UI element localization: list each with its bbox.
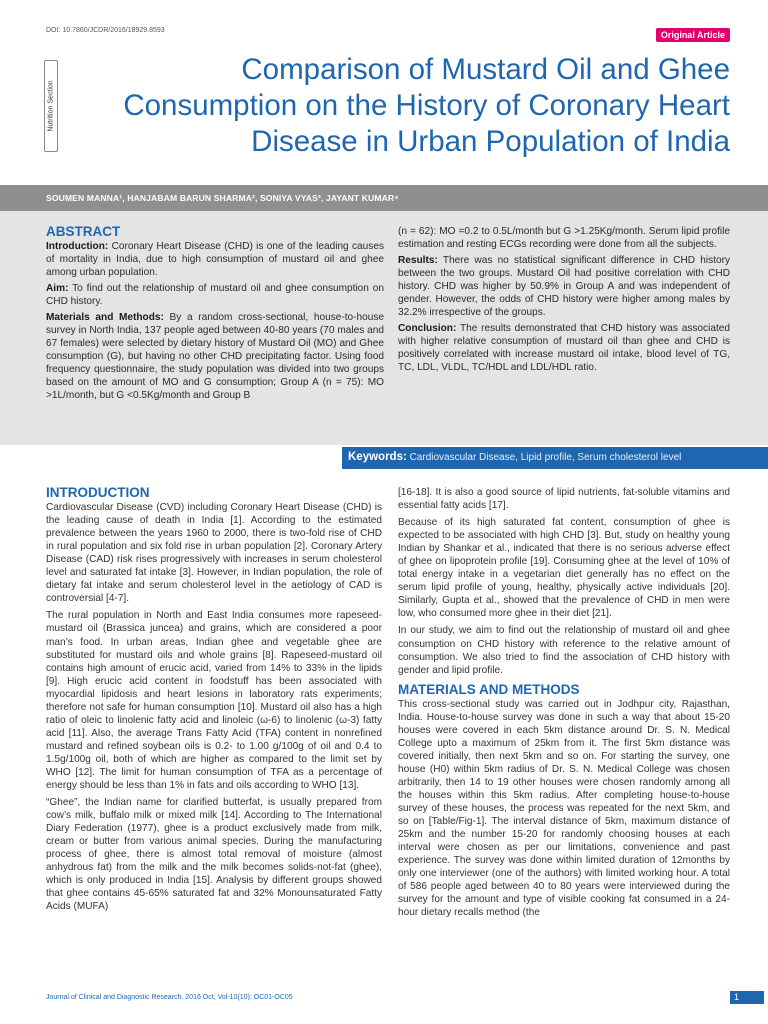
abstract-methods-label: Materials and Methods: (46, 312, 164, 323)
abstract-results (398, 254, 730, 319)
introduction-paragraph-5: In our study, we aim to find out the relationship of mustard oil and ghee consumption on CHD history with reference to the relative amount of consumption. We also tried to find the association of CHD history with gender and lipid profile. (398, 625, 730, 676)
article-title: Comparison of Mustard Oil and Ghee Consumption on the History of Coronary Heart Disease in Urban Population of India (123, 53, 730, 158)
abstract-heading: ABSTRACT (46, 224, 121, 239)
keywords-text: Cardiovascular Disease, Lipid profile, Serum cholesterol level (406, 452, 682, 463)
section-tab (44, 60, 58, 152)
abstract-results-label: Results: (398, 255, 438, 266)
abstract-conclusion-label: Conclusion: (398, 323, 457, 334)
abstract-aim-label: Aim: (46, 283, 69, 294)
keywords-label: Keywords: (348, 451, 407, 463)
page-number: 1 (730, 991, 764, 1004)
author-bar: SOUMEN MANNA¹, HANJABAM BARUN SHARMA², SONIYA VYAS³, JAYANT KUMAR⁴ (0, 185, 768, 211)
methods-paragraph-1: This cross-sectional study was carried out in Jodhpur city, Rajasthan, India. House-to-house survey was done in such a way that about 15-20 houses were covered in each 5km distance around Dr. S. N. Medical College upto a maximum of 25km from it. The first 5km distance was covered initially, then next 5km and so on. For starting the survey, one house (H0) within 5km radius of Dr. S. N. Medical College was chosen arbitrarily, then 14 to 19 other houses were chosen randomly among all the houses within this 5km radius. After completing house-to-house survey of these houses, the process was repeated for the next 5km, and so on [Table/Fig-1]. The interval distance of 5km, maximum distance of 25km and the number 15-20 for randomly choosing houses at each interval were chosen as per our limitations, convenience and past experience. The survey was done within limited duration of 12months by only one interviewer (one of the authors) with limited working hour. A total of 586 people aged between 40 to 80 years were interviewed during the survey for the amount and type of visible cooking fat consumed in a 24-hour dietary recalls method (the (398, 698, 730, 919)
abstract-introduction-text: Coronary Heart Disease (CHD) is one of the leading causes of mortality in India, due to high consumption of mustard oil and ghee among urban population. (46, 241, 384, 278)
journal-footer: Journal of Clinical and Diagnostic Research. 2016 Oct, Vol-10(10): OC01-OC05 (46, 994, 293, 1001)
introduction-paragraph-1: Cardiovascular Disease (CVD) including Coronary Heart Disease (CHD) is the leading cause of death in India [1]. According to the estimated prevalence between the years 1960 to 2000, there is two-fold rise of CHD in rural population and six fold rise in urban population [2]. Coronary Artery Disease (CAD) risk rises progressively with increases in serum cholesterol level and saturated fat intake [3]. However, in Indian population, the role of dietary fat intake and serum cholesterol level in the aetiology of CAD is controversial [4-7]. (46, 502, 382, 605)
doi-text: DOI: 10.7860/JCDR/2016/18929.8593 (46, 27, 165, 34)
abstract-aim-text: To find out the relationship of mustard oil and ghee consumption on CHD history. (46, 283, 384, 307)
abstract-introduction-label: Introduction: (46, 241, 109, 252)
abstract-methods-continued: (n = 62): MO =0.2 to 0.5L/month but G >1.25Kg/month. Serum lipid profile estimation and resting ECGs recording were done from all the subjects. (398, 226, 730, 250)
article-type-badge: Original Article (656, 28, 730, 42)
section-tab-label: Nutrition Section (47, 80, 55, 132)
introduction-paragraph-3-continued: [16-18]. It is also a good source of lipid nutrients, fat-soluble vitamins and essential fatty acids [17]. (398, 487, 730, 512)
keywords-bar (342, 447, 768, 469)
introduction-paragraph-4: Because of its high saturated fat content, consumption of ghee is expected to be associated with high CHD [3]. But, study on healthy young Indian by Shankar et al., indicated that there is no serious adverse effect of ghee on lipoprotein profile [19]. Consuming ghee at the level of 10% of total energy intake in a vegetarian diet generally has no effect on the serum lipid profile of young, healthy, physically active individuals [20]. Similarly, Gupta et al., showed that the prevalence of CHD in men were low, who consumed more ghee in their diet [21]. (398, 517, 730, 620)
abstract-box (0, 211, 768, 445)
abstract-column-left (46, 225, 384, 405)
abstract-conclusion (398, 322, 730, 374)
introduction-heading: INTRODUCTION (46, 485, 150, 500)
abstract-methods-text: By a random cross-sectional, house-to-house survey in North India, 137 people aged between 40-80 years (70 males and 67 females) were selected by dietary history of Mustard Oil (MO) and Ghee consumption (G), but having no other CHD precipitating factor. Using food frequency questionnaire, the study population was divided into two groups based on the amount of MO and G consumption; Group A (n = 75): MO >1L/month, but G <0.5Kg/month and Group B (46, 312, 385, 401)
abstract-methods (46, 311, 384, 402)
methods-heading: MATERIALS AND METHODS (398, 681, 580, 697)
introduction-paragraph-2: The rural population in North and East India consumes more rapeseed-mustard oil (Brassica juncea) and grains, which are considered a poor man’s food. In urban areas, Indian ghee and vegetable ghee are substituted for mustard oils and whole grains [8]. Rapeseed-mustard oil contains high amount of erucic acid, varied from 14% to 33% in the lipids [9]. High erucic acid content in foodstuff has been associated with myocardial lipidosis and heart lesions in laboratory rats experiments; therefore not safe for human consumption [10]. Mustard oil also has a high ratio of oleic to linolenic fatty acid and linoleic (ω-6) to linolenic (ω-3) fatty acid [11]. Also, the average Trans Fatty Acid (TFA) content in nonrefined mustard and refined soybean oils is 0.2- to 1.00 g/100g of oil and 0.4 to 1.5g/100g oil, both of which are higher as compared to the limit set by WHO [12]. The limit for human consumption of TFA as a percentage of energy should be less than 1% in fats and oils according to WHO [13]. (46, 610, 382, 792)
abstract-column-right (398, 225, 730, 377)
abstract-introduction (46, 240, 384, 279)
body-column-left (46, 486, 382, 918)
abstract-aim (46, 282, 384, 308)
body-column-right (398, 486, 730, 924)
abstract-conclusion-text: The results demonstrated that CHD history was associated with higher relative consumption of mustard oil than ghee and CHD is positively correlated with increase mustard oil intake, blood level of TG, TC, LDL, VLDL, TC/HDL and LDL/HDL ratio. (398, 323, 730, 373)
abstract-results-text: There was no statistical significant difference in CHD history between the two groups. Mustard Oil had positive correlation with CHD history. CHD was higher by 50.9% in Group A and was independent of gender. However, the odds of CHD history were higher among males by 32.2% irrespective of the groups. (398, 255, 730, 318)
introduction-paragraph-3: “Ghee”, the Indian name for clarified butterfat, is usually prepared from cow’s milk, buffalo milk or mixed milk [14]. According to The International Diary Federation (1977), ghee is a product exclusively made from milk, cream or butter from various animal species. During the manufacturing process of ghee, there is almost total removal of moisture (almost anhydrous fat) from the milk and the milk becomes solids-not-fat (ghee), which is only produced in India [15]. Analysis by different groups showed that ghee contains 45-65% saturated fat and 32% Monounsaturated Fatty Acids (MUFA) (46, 797, 382, 913)
